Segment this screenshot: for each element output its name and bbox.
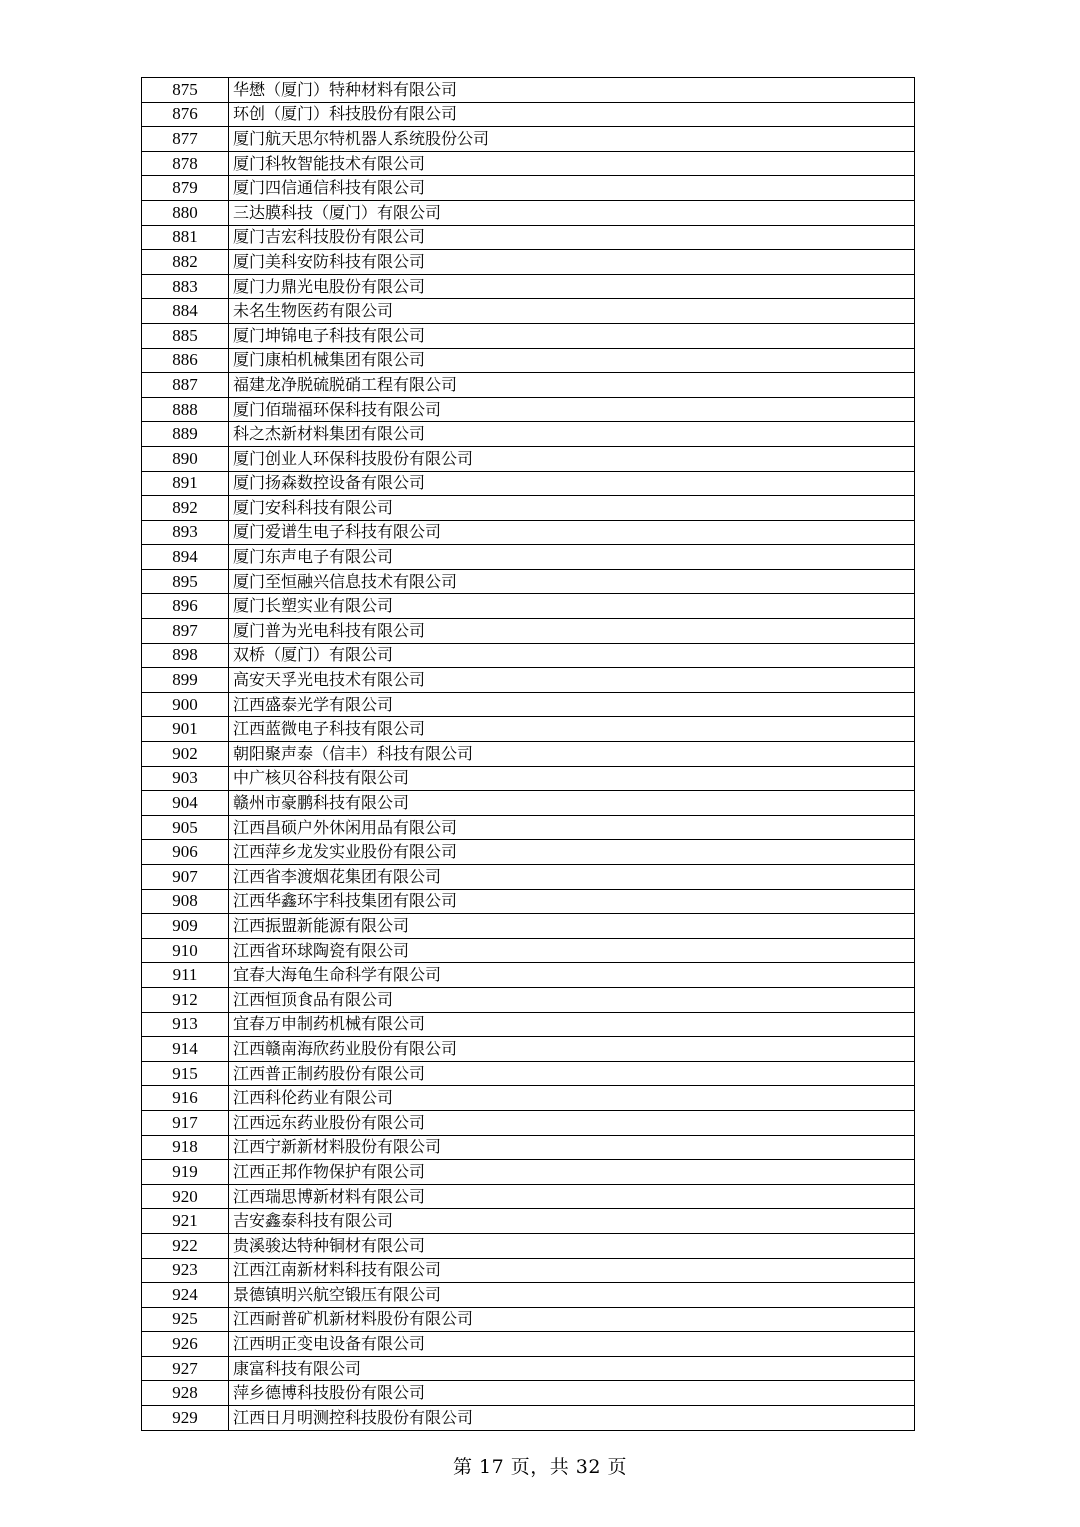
company-name-cell: 江西江南新材料科技有限公司: [229, 1258, 915, 1283]
table-row: [142, 840, 915, 865]
row-number-cell: 903: [142, 766, 229, 791]
company-name-cell: 中广核贝谷科技有限公司: [229, 766, 915, 791]
row-number-cell: 880: [142, 200, 229, 225]
row-number-cell: 878: [142, 151, 229, 176]
table-row: [142, 471, 915, 496]
row-number-cell: 897: [142, 619, 229, 644]
table-row: [142, 717, 915, 742]
row-number-cell: 885: [142, 323, 229, 348]
company-name-cell: 厦门至恒融兴信息技术有限公司: [229, 569, 915, 594]
table-row: [142, 151, 915, 176]
table-row: [142, 373, 915, 398]
table-row: [142, 1160, 915, 1185]
company-name-cell: 厦门扬森数控设备有限公司: [229, 471, 915, 496]
row-number-cell: 920: [142, 1184, 229, 1209]
row-number-cell: 899: [142, 668, 229, 693]
company-name-cell: 厦门四信通信科技有限公司: [229, 176, 915, 201]
table-row: [142, 323, 915, 348]
table-row: [142, 1258, 915, 1283]
row-number-cell: 884: [142, 299, 229, 324]
company-name-cell: 未名生物医药有限公司: [229, 299, 915, 324]
row-number-cell: 876: [142, 102, 229, 127]
table-row: [142, 200, 915, 225]
row-number-cell: 918: [142, 1135, 229, 1160]
table-row: [142, 1332, 915, 1357]
company-name-cell: 三达膜科技（厦门）有限公司: [229, 200, 915, 225]
row-number-cell: 926: [142, 1332, 229, 1357]
company-name-cell: 厦门普为光电科技有限公司: [229, 619, 915, 644]
row-number-cell: 886: [142, 348, 229, 373]
table-row: [142, 889, 915, 914]
company-name-cell: 厦门吉宏科技股份有限公司: [229, 225, 915, 250]
row-number-cell: 913: [142, 1012, 229, 1037]
row-number-cell: 907: [142, 865, 229, 890]
row-number-cell: 898: [142, 643, 229, 668]
row-number-cell: 919: [142, 1160, 229, 1185]
row-number-cell: 887: [142, 373, 229, 398]
row-number-cell: 915: [142, 1061, 229, 1086]
company-name-cell: 江西华鑫环宇科技集团有限公司: [229, 889, 915, 914]
row-number-cell: 924: [142, 1283, 229, 1308]
row-number-cell: 908: [142, 889, 229, 914]
row-number-cell: 910: [142, 938, 229, 963]
row-number-cell: 879: [142, 176, 229, 201]
row-number-cell: 892: [142, 496, 229, 521]
company-name-cell: 景德镇明兴航空锻压有限公司: [229, 1283, 915, 1308]
table-row: [142, 102, 915, 127]
table-row: [142, 865, 915, 890]
table-row: [142, 1135, 915, 1160]
company-name-cell: 吉安鑫泰科技有限公司: [229, 1209, 915, 1234]
row-number-cell: 888: [142, 397, 229, 422]
company-name-cell: 江西省环球陶瓷有限公司: [229, 938, 915, 963]
table-row: [142, 348, 915, 373]
company-name-cell: 华懋（厦门）特种材料有限公司: [229, 78, 915, 103]
company-name-cell: 江西日月明测控科技股份有限公司: [229, 1406, 915, 1431]
company-name-cell: 江西正邦作物保护有限公司: [229, 1160, 915, 1185]
company-name-cell: 厦门康柏机械集团有限公司: [229, 348, 915, 373]
table-row: [142, 1086, 915, 1111]
table-row: [142, 619, 915, 644]
table-row: [142, 742, 915, 767]
company-name-cell: 朝阳聚声泰（信丰）科技有限公司: [229, 742, 915, 767]
row-number-cell: 911: [142, 963, 229, 988]
row-number-cell: 906: [142, 840, 229, 865]
row-number-cell: 905: [142, 815, 229, 840]
table-row: [142, 569, 915, 594]
table-row: [142, 914, 915, 939]
company-name-cell: 厦门创业人环保科技股份有限公司: [229, 446, 915, 471]
row-number-cell: 901: [142, 717, 229, 742]
row-number-cell: 875: [142, 78, 229, 103]
row-number-cell: 922: [142, 1233, 229, 1258]
table-row: [142, 127, 915, 152]
table-row: [142, 1209, 915, 1234]
table-row: [142, 815, 915, 840]
table-row: [142, 274, 915, 299]
company-list-table: [141, 77, 915, 1431]
table-row: [142, 225, 915, 250]
table-row: [142, 668, 915, 693]
table-row: [142, 520, 915, 545]
table-row: [142, 791, 915, 816]
table-row: [142, 1307, 915, 1332]
table-row: [142, 422, 915, 447]
company-name-cell: 江西恒顶食品有限公司: [229, 987, 915, 1012]
company-list-body: [142, 78, 915, 1431]
table-row: [142, 1406, 915, 1431]
row-number-cell: 921: [142, 1209, 229, 1234]
table-row: [142, 250, 915, 275]
company-name-cell: 厦门坤锦电子科技有限公司: [229, 323, 915, 348]
row-number-cell: 929: [142, 1406, 229, 1431]
row-number-cell: 909: [142, 914, 229, 939]
company-name-cell: 江西昌硕户外休闲用品有限公司: [229, 815, 915, 840]
company-name-cell: 厦门航天思尔特机器人系统股份公司: [229, 127, 915, 152]
table-row: [142, 1110, 915, 1135]
company-name-cell: 高安天孚光电技术有限公司: [229, 668, 915, 693]
table-row: [142, 594, 915, 619]
row-number-cell: 916: [142, 1086, 229, 1111]
row-number-cell: 914: [142, 1037, 229, 1062]
company-name-cell: 环创（厦门）科技股份有限公司: [229, 102, 915, 127]
table-row: [142, 1012, 915, 1037]
company-name-cell: 福建龙净脱硫脱硝工程有限公司: [229, 373, 915, 398]
row-number-cell: 894: [142, 545, 229, 570]
table-row: [142, 78, 915, 103]
table-row: [142, 1037, 915, 1062]
table-row: [142, 176, 915, 201]
row-number-cell: 902: [142, 742, 229, 767]
company-name-cell: 江西耐普矿机新材料股份有限公司: [229, 1307, 915, 1332]
table-row: [142, 938, 915, 963]
row-number-cell: 891: [142, 471, 229, 496]
row-number-cell: 881: [142, 225, 229, 250]
company-name-cell: 康富科技有限公司: [229, 1356, 915, 1381]
company-name-cell: 厦门东声电子有限公司: [229, 545, 915, 570]
row-number-cell: 895: [142, 569, 229, 594]
table-row: [142, 1356, 915, 1381]
table-row: [142, 397, 915, 422]
table-row: [142, 692, 915, 717]
row-number-cell: 927: [142, 1356, 229, 1381]
row-number-cell: 877: [142, 127, 229, 152]
company-name-cell: 江西普正制药股份有限公司: [229, 1061, 915, 1086]
table-row: [142, 963, 915, 988]
company-name-cell: 双桥（厦门）有限公司: [229, 643, 915, 668]
row-number-cell: 893: [142, 520, 229, 545]
row-number-cell: 900: [142, 692, 229, 717]
company-name-cell: 厦门力鼎光电股份有限公司: [229, 274, 915, 299]
company-name-cell: 厦门安科科技有限公司: [229, 496, 915, 521]
row-number-cell: 889: [142, 422, 229, 447]
company-name-cell: 江西科伦药业有限公司: [229, 1086, 915, 1111]
row-number-cell: 925: [142, 1307, 229, 1332]
row-number-cell: 904: [142, 791, 229, 816]
company-name-cell: 厦门佰瑞福环保科技有限公司: [229, 397, 915, 422]
row-number-cell: 923: [142, 1258, 229, 1283]
company-name-cell: 厦门长塑实业有限公司: [229, 594, 915, 619]
company-name-cell: 厦门爱谱生电子科技有限公司: [229, 520, 915, 545]
page-number-footer: 第 17 页，共 32 页: [452, 1456, 627, 1478]
company-name-cell: 科之杰新材料集团有限公司: [229, 422, 915, 447]
row-number-cell: 928: [142, 1381, 229, 1406]
table-row: [142, 1283, 915, 1308]
company-name-cell: 江西宁新新材料股份有限公司: [229, 1135, 915, 1160]
row-number-cell: 890: [142, 446, 229, 471]
table-row: [142, 1233, 915, 1258]
table-row: [142, 496, 915, 521]
row-number-cell: 912: [142, 987, 229, 1012]
company-name-cell: 宜春万申制药机械有限公司: [229, 1012, 915, 1037]
company-name-cell: 厦门美科安防科技有限公司: [229, 250, 915, 275]
row-number-cell: 896: [142, 594, 229, 619]
company-name-cell: 江西远东药业股份有限公司: [229, 1110, 915, 1135]
company-name-cell: 江西盛泰光学有限公司: [229, 692, 915, 717]
table-row: [142, 299, 915, 324]
table-row: [142, 1184, 915, 1209]
row-number-cell: 882: [142, 250, 229, 275]
company-name-cell: 江西瑞思博新材料有限公司: [229, 1184, 915, 1209]
table-row: [142, 545, 915, 570]
table-row: [142, 643, 915, 668]
company-name-cell: 江西振盟新能源有限公司: [229, 914, 915, 939]
table-row: [142, 1381, 915, 1406]
company-name-cell: 萍乡德博科技股份有限公司: [229, 1381, 915, 1406]
company-name-cell: 江西省李渡烟花集团有限公司: [229, 865, 915, 890]
table-row: [142, 1061, 915, 1086]
company-name-cell: 厦门科牧智能技术有限公司: [229, 151, 915, 176]
row-number-cell: 917: [142, 1110, 229, 1135]
table-row: [142, 987, 915, 1012]
company-name-cell: 江西明正变电设备有限公司: [229, 1332, 915, 1357]
company-name-cell: 赣州市豪鹏科技有限公司: [229, 791, 915, 816]
row-number-cell: 883: [142, 274, 229, 299]
company-name-cell: 江西蓝微电子科技有限公司: [229, 717, 915, 742]
table-row: [142, 766, 915, 791]
company-name-cell: 贵溪骏达特种铜材有限公司: [229, 1233, 915, 1258]
company-name-cell: 江西赣南海欣药业股份有限公司: [229, 1037, 915, 1062]
table-row: [142, 446, 915, 471]
company-name-cell: 宜春大海龟生命科学有限公司: [229, 963, 915, 988]
company-name-cell: 江西萍乡龙发实业股份有限公司: [229, 840, 915, 865]
